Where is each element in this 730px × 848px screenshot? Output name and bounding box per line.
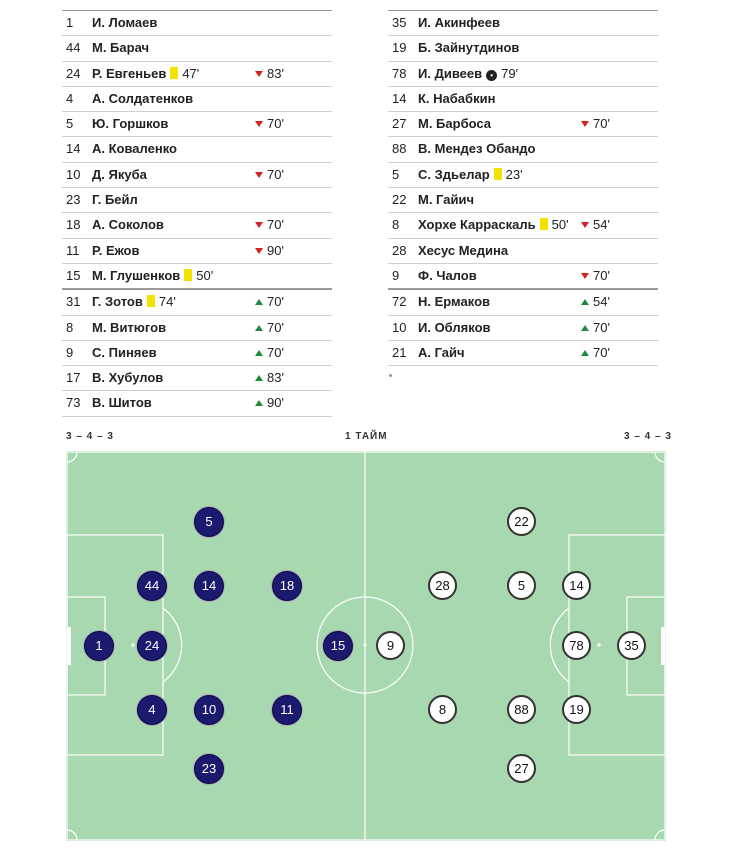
card-minute: 74' [158, 294, 176, 310]
player-name-cell [418, 137, 536, 161]
away-player-marker: 88 [507, 695, 536, 724]
substitution [255, 290, 284, 314]
player-name: И. Обляков [418, 319, 491, 335]
player-name: А. Солдатенков [92, 90, 194, 106]
player-name: Н. Ермаков [418, 294, 490, 310]
player-name-cell [418, 62, 518, 86]
lineup-row [62, 163, 332, 188]
substitution [581, 341, 610, 365]
player-number: 10 [392, 319, 407, 335]
away-goal [661, 627, 665, 665]
lineup-row [388, 239, 658, 264]
sub-out-icon [581, 121, 589, 127]
player-name: А. Коваленко [92, 141, 177, 157]
player-name-cell [418, 239, 508, 263]
player-name-cell [418, 36, 519, 60]
lineup-row [62, 264, 332, 290]
player-number: 18 [66, 217, 81, 233]
player-name-cell [418, 87, 495, 111]
player-name: Ю. Горшков [92, 116, 169, 132]
player-name-cell [92, 316, 166, 340]
home-goal [67, 627, 71, 665]
goal-minute: 79' [501, 65, 519, 81]
home-penalty-spot [131, 643, 134, 646]
player-name-cell [92, 264, 213, 288]
player-number: 9 [66, 344, 74, 360]
player-number: 22 [392, 192, 407, 208]
home-player-marker: 18 [272, 571, 302, 601]
player-number: 15 [66, 267, 81, 283]
substitution-minute: 90' [267, 395, 284, 411]
substitution-minute: 90' [267, 242, 284, 258]
player-name: Г. Зотов [92, 294, 143, 310]
dot-mark [389, 374, 392, 377]
player-name-cell [92, 87, 193, 111]
home-player-marker: 24 [137, 631, 167, 661]
player-name-cell [92, 36, 149, 60]
player-name-cell [92, 366, 163, 390]
lineup-row [62, 137, 332, 162]
substitution [581, 112, 610, 136]
player-name: А. Гайч [418, 344, 465, 360]
player-number: 73 [66, 395, 81, 411]
player-number: 27 [392, 116, 407, 132]
home-formation: 3 – 4 – 3 [66, 431, 114, 442]
player-name-cell [92, 213, 164, 237]
player-name: Г. Бейл [92, 192, 138, 208]
player-name-cell [418, 163, 523, 187]
lineup-row [388, 264, 658, 290]
substitution [255, 366, 284, 390]
lineup-row [388, 36, 658, 61]
center-spot [363, 643, 366, 646]
home-player-marker: 1 [84, 631, 114, 661]
player-number: 14 [392, 90, 407, 106]
away-formation: 3 – 4 – 3 [624, 431, 672, 442]
card-minute: 50' [551, 217, 569, 233]
yellow-card-icon [494, 168, 502, 180]
player-number: 5 [66, 116, 74, 132]
player-number: 88 [392, 141, 407, 157]
football-pitch [66, 451, 666, 841]
lineup-row [62, 391, 332, 416]
substitution [255, 391, 284, 415]
player-name-cell [92, 290, 176, 314]
sub-out-icon [255, 121, 263, 127]
lineup-row [62, 62, 332, 87]
player-number: 21 [392, 344, 407, 360]
home-player-marker: 44 [137, 571, 167, 601]
lineup-row [62, 87, 332, 112]
player-name: М. Витюгов [92, 319, 167, 335]
player-name-cell [92, 62, 199, 86]
home-player-marker: 23 [194, 754, 224, 784]
player-name-cell [92, 341, 157, 365]
home-player-marker: 14 [194, 571, 224, 601]
substitution [255, 316, 284, 340]
player-name: М. Гайич [418, 192, 475, 208]
home-player-marker: 4 [137, 695, 167, 725]
substitution-minute: 83' [267, 370, 284, 386]
player-name-cell [92, 112, 168, 136]
substitution-minute: 70' [593, 319, 610, 335]
lineup-row [62, 366, 332, 391]
player-number: 5 [392, 166, 400, 182]
substitution [581, 264, 610, 288]
player-name: И. Дивеев [418, 65, 483, 81]
player-number: 23 [66, 192, 81, 208]
player-name: С. Здьелар [418, 166, 490, 182]
player-number: 9 [392, 267, 400, 283]
lineup-row [62, 188, 332, 213]
lineup-row [388, 87, 658, 112]
player-name: В. Мендез Обандо [418, 141, 536, 157]
player-name-cell [418, 213, 569, 237]
player-name: Р. Ежов [92, 242, 140, 258]
home-player-marker: 10 [194, 695, 224, 725]
away-player-marker: 78 [562, 631, 591, 660]
half-label: 1 ТАЙМ [345, 431, 388, 442]
yellow-card-icon [540, 218, 548, 230]
lineup-row [62, 341, 332, 366]
sub-out-icon [255, 222, 263, 228]
player-name-cell [418, 264, 477, 288]
player-name-cell [92, 239, 139, 263]
own-goal-icon: • [486, 70, 497, 81]
substitution [255, 112, 284, 136]
player-number: 10 [66, 166, 81, 182]
player-name-cell [92, 163, 147, 187]
substitution [581, 213, 610, 237]
sub-in-icon [255, 350, 263, 356]
player-number: 11 [66, 242, 80, 258]
card-minute: 23' [505, 166, 523, 182]
player-name: В. Шитов [92, 395, 152, 411]
player-name: И. Ломаев [92, 15, 158, 30]
substitution-minute: 70' [593, 116, 610, 132]
away-player-marker: 9 [376, 631, 405, 660]
player-name: М. Барбоса [418, 116, 491, 132]
player-name: М. Глушенков [92, 267, 181, 283]
lineup-row [62, 290, 332, 315]
away-player-marker: 19 [562, 695, 591, 724]
player-name: Хорхе Карраскаль [418, 217, 536, 233]
player-name: Б. Зайнутдинов [418, 40, 520, 56]
sub-in-icon [255, 325, 263, 331]
player-name-cell [92, 11, 157, 35]
player-number: 1 [66, 15, 74, 30]
away-penalty-spot [597, 643, 600, 646]
player-number: 19 [392, 40, 407, 56]
lineup-row [388, 10, 658, 36]
player-name-cell [92, 188, 138, 212]
substitution-minute: 70' [267, 319, 284, 335]
lineup-row [62, 316, 332, 341]
substitution-minute: 83' [267, 65, 284, 81]
player-name: А. Соколов [92, 217, 164, 233]
substitution-minute: 54' [593, 294, 610, 310]
player-name: В. Хубулов [92, 370, 164, 386]
sub-out-icon [255, 248, 263, 254]
player-number: 17 [66, 370, 81, 386]
player-name-cell [92, 137, 177, 161]
yellow-card-icon [184, 269, 192, 281]
player-name-cell [418, 112, 491, 136]
player-name-cell [418, 316, 491, 340]
player-number: 8 [392, 217, 400, 233]
player-name: К. Набабкин [418, 90, 496, 106]
player-number: 44 [66, 40, 81, 56]
player-name: Хесус Медина [418, 242, 509, 258]
player-name-cell [92, 391, 152, 415]
player-number: 35 [392, 15, 407, 30]
lineup-row [388, 290, 658, 315]
sub-out-icon [255, 172, 263, 178]
away-player-marker: 22 [507, 507, 536, 536]
player-name: И. Акинфеев [418, 15, 500, 30]
substitution-minute: 70' [267, 166, 284, 182]
lineup-row [388, 341, 658, 366]
lineup-row [62, 239, 332, 264]
home-player-marker: 5 [194, 507, 224, 537]
substitution [581, 316, 610, 340]
player-number: 14 [66, 141, 81, 157]
sub-out-icon [581, 273, 589, 279]
substitution-minute: 70' [267, 344, 284, 360]
away-player-marker: 28 [428, 571, 457, 600]
sub-out-icon [581, 222, 589, 228]
away-player-marker: 5 [507, 571, 536, 600]
player-name-cell [418, 188, 474, 212]
lineup-row [388, 163, 658, 188]
player-number: 28 [392, 242, 407, 258]
player-number: 4 [66, 90, 74, 106]
sub-in-icon [581, 325, 589, 331]
lineup-row [388, 213, 658, 238]
sub-in-icon [255, 375, 263, 381]
player-name-cell [418, 11, 500, 35]
substitution [255, 62, 284, 86]
home-lineup-list [62, 10, 332, 417]
lineup-row [388, 316, 658, 341]
yellow-card-icon [170, 67, 178, 79]
player-number: 24 [66, 65, 81, 81]
lineup-row [62, 36, 332, 61]
card-minute: 47' [182, 65, 200, 81]
player-name: Д. Якуба [92, 166, 147, 182]
substitution [581, 290, 610, 314]
player-name: Р. Евгеньев [92, 65, 167, 81]
home-player-marker: 11 [272, 695, 302, 725]
substitution-minute: 70' [267, 217, 284, 233]
yellow-card-icon [147, 295, 155, 307]
lineup-row [388, 137, 658, 162]
player-number: 72 [392, 294, 407, 310]
substitution-minute: 70' [267, 294, 284, 310]
lineup-row [388, 188, 658, 213]
substitution-minute: 70' [593, 267, 610, 283]
substitution-minute: 70' [593, 344, 610, 360]
player-number: 78 [392, 65, 407, 81]
player-number: 31 [66, 294, 81, 310]
away-player-marker: 8 [428, 695, 457, 724]
lineup-row [388, 112, 658, 137]
substitution-minute: 54' [593, 217, 610, 233]
home-player-marker: 15 [323, 631, 353, 661]
player-name: С. Пиняев [92, 344, 157, 360]
away-player-marker: 14 [562, 571, 591, 600]
substitution [255, 163, 284, 187]
sub-in-icon [581, 299, 589, 305]
sub-in-icon [581, 350, 589, 356]
player-name: М. Барач [92, 40, 150, 56]
substitution [255, 341, 284, 365]
lineup-row [62, 213, 332, 238]
player-number: 8 [66, 319, 74, 335]
substitution-minute: 70' [267, 116, 284, 132]
away-player-marker: 35 [617, 631, 646, 660]
card-minute: 50' [196, 267, 214, 283]
player-name-cell [418, 341, 465, 365]
away-player-marker: 27 [507, 754, 536, 783]
lineup-row [388, 62, 658, 87]
sub-in-icon [255, 299, 263, 305]
player-name: Ф. Чалов [418, 267, 477, 283]
sub-in-icon [255, 400, 263, 406]
lineup-row [62, 112, 332, 137]
substitution [255, 239, 284, 263]
away-lineup-list [388, 10, 658, 366]
player-name-cell [418, 290, 490, 314]
lineup-row [62, 10, 332, 36]
sub-out-icon [255, 71, 263, 77]
substitution [255, 213, 284, 237]
